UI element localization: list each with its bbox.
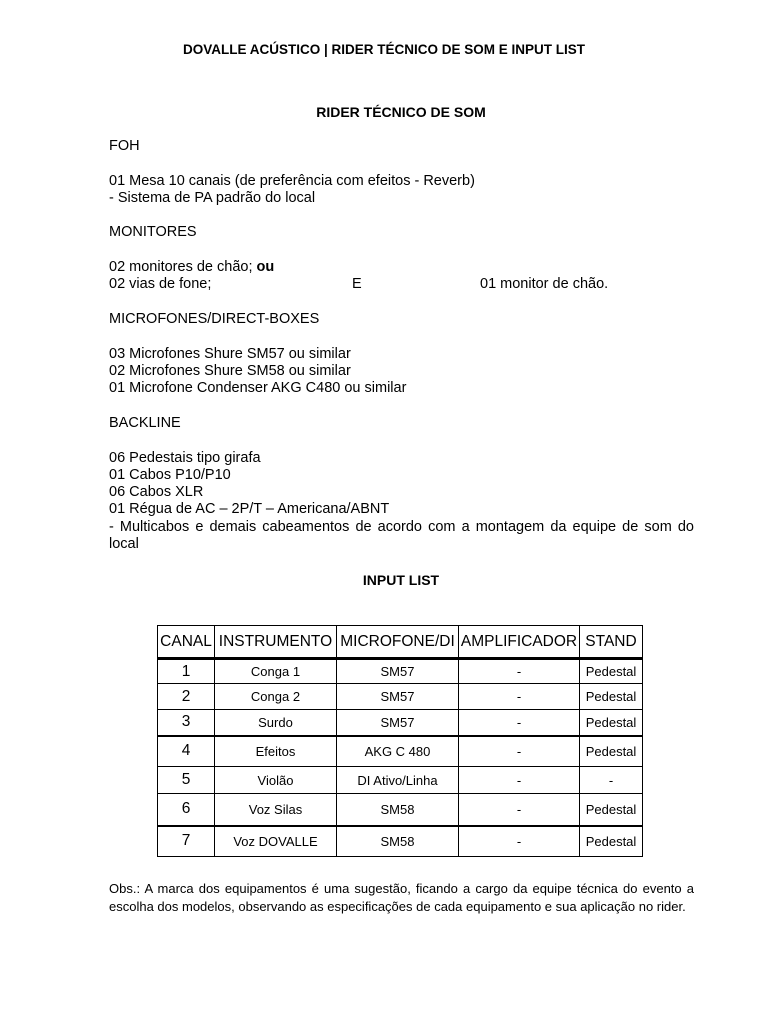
microfones-line-1: 03 Microfones Shure SM57 ou similar xyxy=(109,346,351,362)
cell-amplificador: - xyxy=(459,826,580,857)
backline-heading: BACKLINE xyxy=(109,415,181,431)
table-row xyxy=(158,710,643,736)
cell-amplificador: - xyxy=(459,710,580,736)
cell-microfone: SM57 xyxy=(337,659,459,684)
cell-microfone: DI Ativo/Linha xyxy=(337,767,459,794)
backline-line-1: 06 Pedestais tipo girafa xyxy=(109,450,261,466)
backline-note: - Multicabos e demais cabeamentos de acordo com a montagem da equipe de som do local xyxy=(109,519,694,552)
cell-canal: 3 xyxy=(158,710,215,736)
cell-stand: - xyxy=(580,767,643,794)
monitores-line-2c: 01 monitor de chão. xyxy=(480,276,609,292)
microfones-line-3: 01 Microfone Condenser AKG C480 ou similar xyxy=(109,380,407,396)
cell-amplificador: - xyxy=(459,659,580,684)
backline-line-3: 06 Cabos XLR xyxy=(109,484,204,500)
input-list-table xyxy=(157,625,643,857)
cell-canal: 2 xyxy=(158,684,215,710)
cell-stand: Pedestal xyxy=(580,794,643,826)
cell-stand: Pedestal xyxy=(580,684,643,710)
cell-amplificador: - xyxy=(459,684,580,710)
cell-canal: 6 xyxy=(158,794,215,826)
cell-amplificador: - xyxy=(459,736,580,767)
cell-canal: 4 xyxy=(158,736,215,767)
cell-microfone: AKG C 480 xyxy=(337,736,459,767)
cell-instrumento: Conga 2 xyxy=(215,684,337,710)
cell-instrumento: Voz DOVALLE xyxy=(215,826,337,857)
cell-microfone: SM58 xyxy=(337,794,459,826)
monitores-line-1 xyxy=(109,259,274,276)
table-row xyxy=(158,794,643,826)
column-header-canal: CANAL xyxy=(158,626,215,659)
monitores-line-1-bold: ou xyxy=(256,259,275,275)
cell-amplificador: - xyxy=(459,794,580,826)
cell-stand: Pedestal xyxy=(580,710,643,736)
cell-instrumento: Violão xyxy=(215,767,337,794)
cell-amplificador: - xyxy=(459,767,580,794)
column-header-instrumento: INSTRUMENTO xyxy=(215,626,337,659)
cell-canal: 7 xyxy=(158,826,215,857)
cell-canal: 1 xyxy=(158,659,215,684)
rider-title: RIDER TÉCNICO DE SOM xyxy=(316,104,486,120)
cell-stand: Pedestal xyxy=(580,826,643,857)
backline-line-4: 01 Régua de AC – 2P/T – Americana/ABNT xyxy=(109,501,390,517)
table-row xyxy=(158,684,643,710)
cell-stand: Pedestal xyxy=(580,736,643,767)
cell-instrumento: Surdo xyxy=(215,710,337,736)
cell-stand: Pedestal xyxy=(580,659,643,684)
foh-heading: FOH xyxy=(109,138,140,154)
foh-line-2: - Sistema de PA padrão do local xyxy=(109,190,316,206)
column-header-microfone: MICROFONE/DI xyxy=(337,626,459,659)
microfones-line-2: 02 Microfones Shure SM58 ou similar xyxy=(109,363,351,379)
monitores-heading: MONITORES xyxy=(109,224,197,240)
document-title: DOVALLE ACÚSTICO | RIDER TÉCNICO DE SOM E INPUT LIST xyxy=(182,42,586,57)
table-row xyxy=(158,767,643,794)
cell-instrumento: Efeitos xyxy=(215,736,337,767)
monitores-line-2a: 02 vias de fone; xyxy=(109,276,212,292)
cell-instrumento: Conga 1 xyxy=(215,659,337,684)
cell-microfone: SM57 xyxy=(337,684,459,710)
column-header-stand: STAND xyxy=(580,626,643,659)
table-row xyxy=(158,826,643,857)
foh-line-1: 01 Mesa 10 canais (de preferência com efeitos - Reverb) xyxy=(109,173,475,189)
table-header-row xyxy=(158,626,643,659)
cell-instrumento: Voz Silas xyxy=(215,794,337,826)
input-list-title: INPUT LIST xyxy=(362,572,440,588)
table-row xyxy=(158,659,643,684)
monitores-line-2b: E xyxy=(352,276,362,292)
cell-microfone: SM58 xyxy=(337,826,459,857)
column-header-amplificador: AMPLIFICADOR xyxy=(459,626,580,659)
cell-microfone: SM57 xyxy=(337,710,459,736)
backline-line-2: 01 Cabos P10/P10 xyxy=(109,467,231,483)
table-row xyxy=(158,736,643,767)
monitores-line-1-text: 02 monitores de chão; xyxy=(109,259,257,275)
microfones-heading: MICROFONES/DIRECT-BOXES xyxy=(109,311,320,327)
obs-note: Obs.: A marca dos equipamentos é uma sugestão, ficando a cargo da equipe técnica do evento a escolha dos modelos, observando as especificações de cada equipamento e sua aplicação no rider. xyxy=(109,881,694,914)
cell-canal: 5 xyxy=(158,767,215,794)
